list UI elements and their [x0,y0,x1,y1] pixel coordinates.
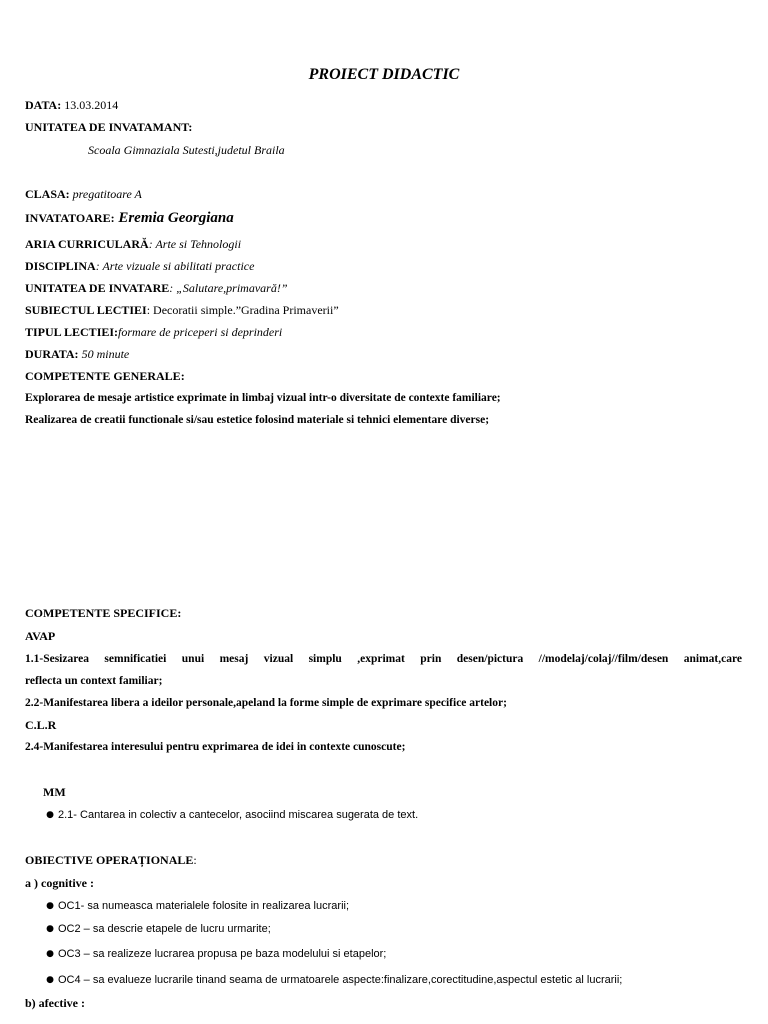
document-title: PROIECT DIDACTIC [308,66,460,83]
bullet-icon: ● [46,949,54,959]
tipul-label: TIPUL LECTIEI: [25,325,119,339]
avap-item-1-line-1: 1.1-Sesizarea semnificatiei unui mesaj vizual simplu ,exprimat prin desen/pictura //modelaj/colaj//film/desen animat,care [25,653,742,665]
tipul-row [25,324,742,340]
aria-row [25,236,742,252]
bullet-icon: ● [46,924,54,934]
unitate-invatare-row [25,280,742,296]
avap-label: AVAP [25,629,56,643]
avap-item-2: 2.2-Manifestarea libera a ideilor personale,apeland la forme simple de exprimare specifice artelor; [25,697,507,709]
competenta-generala-item: Realizarea de creatii functionale si/sau estetice folosind materiale si tehnici elementare diverse; [25,414,490,426]
unitate-value: Scoala Gimnaziala Sutesti,judetul Braila [88,143,285,157]
subiect-value: : Decoratii simple.”Gradina Primaverii” [146,303,339,317]
invatatoare-row [25,210,742,226]
cognitive-item: OC2 – sa descrie etapele de lucru urmarite; [58,923,271,935]
tipul-value: formare de priceperi si deprinderi [118,325,283,339]
clasa-label: CLASA: [25,187,70,201]
data-value: 13.03.2014 [61,98,119,112]
durata-label: DURATA: [25,347,79,361]
competenta-generala-item: Explorarea de mesaje artistice exprimate in limbaj vizual intr-o diversitate de contexte familiare; [25,392,501,404]
avap-item-1-line-2: reflecta un context familiar; [25,675,163,687]
unitate-invatare-label: UNITATEA DE INVATARE [25,281,170,295]
mm-item: 2.1- Cantarea in colectiv a cantecelor, asociind miscarea sugerata de text. [58,809,419,821]
cognitive-item: OC4 – sa evalueze lucrarile tinand seama de urmatoarele aspecte:finalizare,corectitudine,aspectul estetic al lucrarii; [58,974,623,986]
clr-item: 2.4-Manifestarea interesului pentru exprimarea de idei in contexte cunoscute; [25,741,406,753]
durata-row [25,346,742,362]
competente-specifice-heading: COMPETENTE SPECIFICE: [25,606,182,620]
unitate-invatare-value: : „Salutare,primavară!” [169,281,288,295]
obiective-heading-suffix: : [193,853,197,867]
data-row [25,97,742,113]
obiective-heading: OBIECTIVE OPERAȚIONALE [25,853,194,867]
afective-label: b) afective : [25,996,85,1010]
subiect-row [25,302,742,318]
mm-label: MM [43,785,66,799]
aria-label: ARIA CURRICULARĂ [25,237,149,251]
cognitive-label: a ) cognitive : [25,876,94,890]
obiective-heading-row [25,852,742,868]
invatatoare-label: INVATATOARE: [25,211,115,225]
disciplina-row [25,258,742,274]
disciplina-value: : Arte vizuale si abilitati practice [95,259,255,273]
aria-value: : Arte si Tehnologii [148,237,242,251]
disciplina-label: DISCIPLINA [25,259,96,273]
durata-value: 50 minute [78,347,130,361]
clasa-value: pregatitoare A [69,187,142,201]
bullet-icon: ● [46,975,54,985]
subiect-label: SUBIECTUL LECTIEI [25,303,147,317]
data-label: DATA: [25,98,62,112]
bullet-icon: ● [46,810,54,820]
unitate-label: UNITATEA DE INVATAMANT: [25,120,193,134]
cognitive-item: OC1- sa numeasca materialele folosite in realizarea lucrarii; [58,900,350,912]
bullet-icon: ● [46,901,54,911]
clr-label: C.L.R [25,718,57,732]
cognitive-item: OC3 – sa realizeze lucrarea propusa pe baza modelului si etapelor; [58,948,387,960]
competente-generale-heading: COMPETENTE GENERALE: [25,369,185,383]
clasa-row [25,186,742,202]
invatatoare-value: Eremia Georgiana [114,210,234,226]
